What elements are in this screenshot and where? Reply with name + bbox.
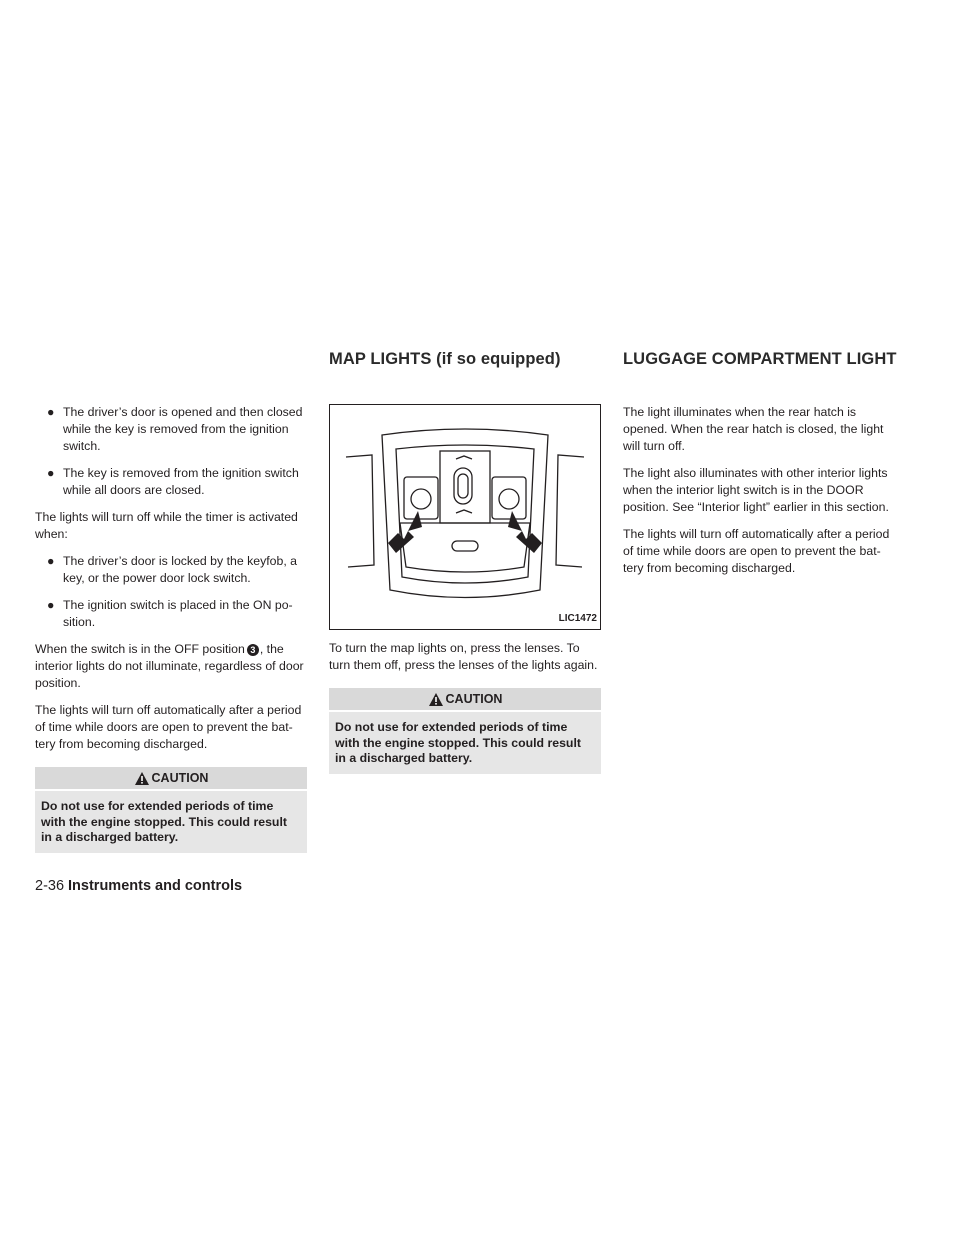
luggage-light-heading: LUGGAGE COMPARTMENT LIGHT xyxy=(623,350,897,368)
bullet-icon: ● xyxy=(47,598,55,612)
caution-title: CAUTION xyxy=(445,691,503,706)
page-number: 2-36 xyxy=(35,878,65,894)
map-lights-illustration xyxy=(330,405,600,629)
circled-number-icon: 3 xyxy=(247,644,259,656)
middle-column xyxy=(329,404,601,774)
paragraph: The light illuminates when the rear hatch is opened. When the rear hatch is closed, the light will turn off. xyxy=(623,405,884,453)
list-item: ● The ignition switch is placed in the ON po-sition. xyxy=(35,597,307,631)
warning-icon xyxy=(428,692,444,707)
paragraph: The lights will turn off automatically after a period of time while doors are open to prevent the bat-tery from becoming discharged. xyxy=(623,527,890,575)
caution-header xyxy=(329,688,601,710)
section-title: Instruments and controls xyxy=(68,878,243,894)
right-column xyxy=(623,404,895,587)
bullet-icon: ● xyxy=(47,405,55,419)
paragraph: To turn the map lights on, press the lenses. To turn them off, press the lenses of the lights again. xyxy=(329,641,598,672)
list-item: ● The driver’s door is locked by the keyfob, a key, or the power door lock switch. xyxy=(35,553,307,587)
map-lights-figure xyxy=(329,404,601,630)
caution-text: Do not use for extended periods of time with the engine stopped. This could result in a discharged battery. xyxy=(35,791,307,853)
caution-text: Do not use for extended periods of time with the engine stopped. This could result in a discharged battery. xyxy=(329,712,601,774)
page-footer xyxy=(35,878,242,894)
caution-title: CAUTION xyxy=(151,770,209,785)
warning-icon xyxy=(134,771,150,786)
map-lights-heading: MAP LIGHTS (if so equipped) xyxy=(329,350,561,368)
bullet-icon: ● xyxy=(47,554,55,568)
list-item: ● The driver’s door is opened and then closed while the key is removed from the ignition switch. xyxy=(35,404,307,455)
paragraph: The light also illuminates with other interior lights when the interior light switch is in the DOOR position. See “Interior light” earlier in this section. xyxy=(623,466,889,514)
left-column xyxy=(35,404,307,853)
caution-box xyxy=(329,688,601,774)
bullet-icon: ● xyxy=(47,466,55,480)
caution-box xyxy=(35,767,307,853)
figure-label: LIC1472 xyxy=(558,613,597,624)
paragraph: When the switch is in the OFF position 3 , the interior lights do not illuminate, regardless of door position. xyxy=(35,642,304,690)
paragraph: The lights will turn off automatically after a period of time while doors are open to prevent the bat-tery from becoming discharged. xyxy=(35,703,302,751)
caution-header xyxy=(35,767,307,789)
list-item: ● The key is removed from the ignition switch while all doors are closed. xyxy=(35,465,307,499)
paragraph: The lights will turn off while the timer is activated when: xyxy=(35,510,298,541)
